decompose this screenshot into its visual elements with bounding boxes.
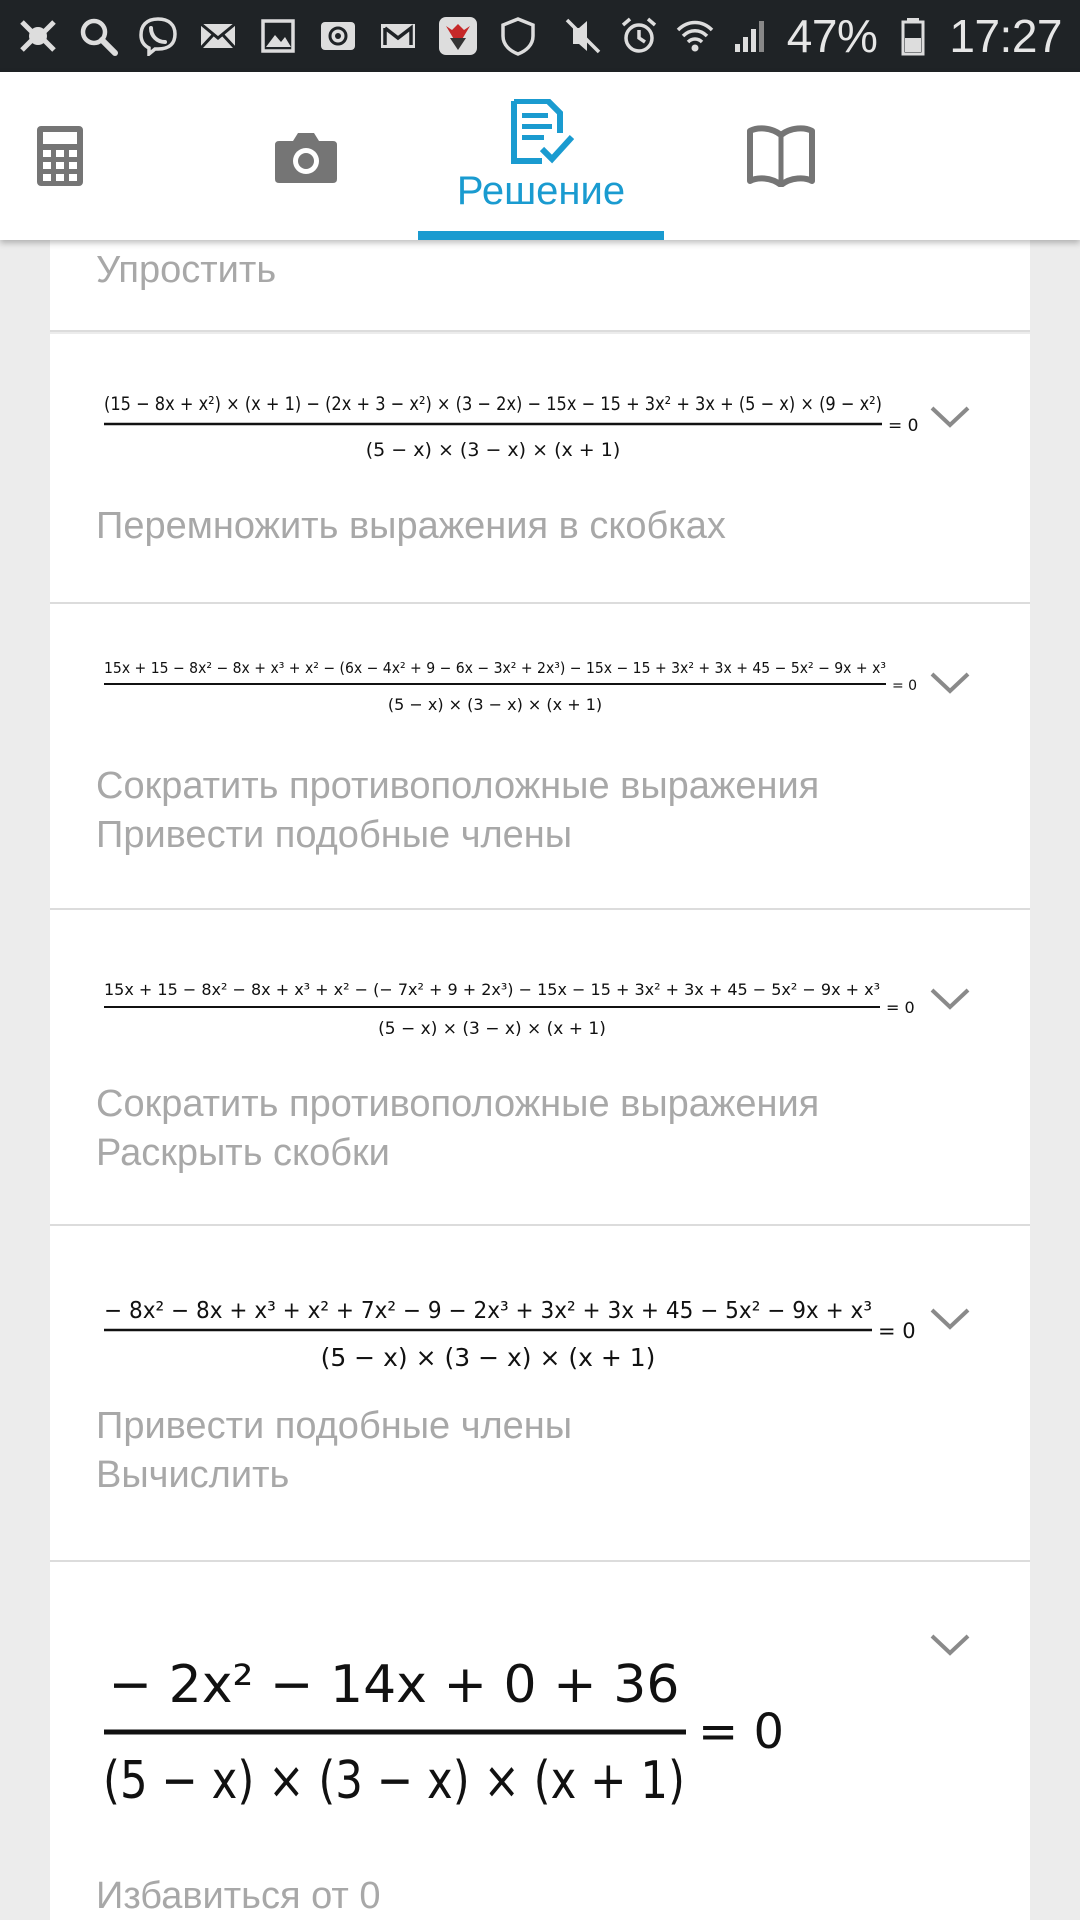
step-description: Привести подобные члены Вычислить bbox=[96, 1405, 573, 1496]
tab-calculator[interactable] bbox=[20, 72, 100, 240]
formula bbox=[104, 374, 964, 474]
chevron-down-icon[interactable] bbox=[928, 670, 972, 696]
step-description: Перемножить выражения в скобках bbox=[96, 505, 726, 547]
game-icon bbox=[438, 16, 478, 56]
chevron-down-icon[interactable] bbox=[928, 404, 972, 430]
formula-graphic bbox=[104, 1622, 824, 1822]
formula bbox=[104, 1272, 964, 1382]
viber-icon bbox=[138, 16, 178, 56]
chevron-down-icon[interactable] bbox=[928, 1632, 972, 1658]
tab-book[interactable] bbox=[746, 72, 816, 240]
chevron-down-icon[interactable] bbox=[928, 986, 972, 1012]
tab-bar bbox=[0, 72, 1080, 240]
formula-rhs: = 0 bbox=[886, 998, 915, 1017]
step-description: Упростить bbox=[96, 249, 277, 291]
formula-graphic bbox=[104, 642, 964, 732]
step-card bbox=[50, 240, 1030, 332]
formula-numerator: − 8x² − 8x + x³ + x² + 7x² − 9 − 2x³ + 3x² + 3x + 45 − 5x² − 9x + x³ bbox=[104, 1298, 872, 1324]
wifi-icon bbox=[675, 16, 715, 56]
chevron-down-icon[interactable] bbox=[928, 1306, 972, 1332]
formula-denominator: (5 − x) × (3 − x) × (x + 1) bbox=[103, 1751, 685, 1811]
signal-icon bbox=[731, 16, 771, 56]
formula-numerator: 15x + 15 − 8x² − 8x + x³ + x² − (6x − 4x² + 9 − 6x − 3x² + 2x³) − 15x − 15 + 3x² + 3x + 45 − 5x² − 9x + x³ bbox=[104, 659, 886, 677]
gallery-icon bbox=[258, 16, 298, 56]
status-bar bbox=[0, 0, 1080, 72]
formula-denominator: (5 − x) × (3 − x) × (x + 1) bbox=[387, 695, 603, 714]
step-description: Сократить противоположные выражения Привести подобные члены bbox=[96, 765, 820, 856]
shield-icon bbox=[498, 16, 538, 56]
formula bbox=[104, 964, 964, 1054]
calculator-icon bbox=[37, 126, 83, 186]
formula bbox=[104, 1622, 824, 1822]
mail-icon bbox=[198, 16, 238, 56]
solution-steps bbox=[0, 240, 1080, 1920]
clock: 17:27 bbox=[949, 10, 1062, 62]
formula-numerator: 15x + 15 − 8x² − 8x + x³ + x² − (− 7x² + 9 + 2x³) − 15x − 15 + 3x² + 3x + 45 − 5x² − 9x + x³ bbox=[104, 980, 880, 999]
step-description: Избавиться от 0 bbox=[96, 1875, 381, 1917]
formula-numerator: (15 − 8x + x²) × (x + 1) − (2x + 3 − x²) × (3 − 2x) − 15x − 15 + 3x² + 3x + (5 − x) × (9 − x²) bbox=[104, 393, 882, 415]
search-icon bbox=[78, 16, 118, 56]
email-at-icon bbox=[318, 16, 358, 56]
tab-solution[interactable] bbox=[418, 72, 664, 240]
step-description: Сократить противоположные выражения Раскрыть скобки bbox=[96, 1083, 820, 1174]
alarm-icon bbox=[619, 16, 659, 56]
formula-graphic bbox=[104, 374, 964, 474]
step-card bbox=[50, 1562, 1030, 1920]
formula bbox=[104, 642, 964, 732]
step-card bbox=[50, 604, 1030, 910]
battery-percent: 47% bbox=[786, 10, 878, 62]
solution-icon bbox=[508, 99, 574, 165]
active-tab-indicator bbox=[418, 231, 664, 240]
app-icon bbox=[18, 16, 58, 56]
tab-camera[interactable] bbox=[266, 72, 346, 240]
step-card bbox=[50, 1226, 1030, 1562]
mute-icon bbox=[563, 16, 603, 56]
formula-denominator: (5 − x) × (3 − x) × (x + 1) bbox=[378, 1019, 606, 1039]
formula-graphic bbox=[104, 964, 964, 1054]
formula-rhs: = 0 bbox=[878, 1319, 916, 1343]
book-icon bbox=[747, 125, 815, 187]
formula-rhs: = 0 bbox=[892, 678, 918, 694]
step-card bbox=[50, 334, 1030, 604]
camera-icon bbox=[275, 129, 337, 183]
formula-denominator: (5 − x) × (3 − x) × (x + 1) bbox=[320, 1343, 656, 1372]
formula-numerator: − 2x² − 14x + 0 + 36 bbox=[108, 1655, 680, 1715]
gmail-icon bbox=[378, 16, 418, 56]
formula-rhs: = 0 bbox=[698, 1704, 785, 1760]
formula-denominator: (5 − x) × (3 − x) × (x + 1) bbox=[365, 439, 621, 461]
formula-rhs: = 0 bbox=[888, 416, 919, 436]
step-card bbox=[50, 910, 1030, 1226]
battery-icon bbox=[893, 16, 933, 56]
tab-solution-label: Решение bbox=[456, 168, 626, 213]
formula-graphic bbox=[104, 1272, 964, 1382]
